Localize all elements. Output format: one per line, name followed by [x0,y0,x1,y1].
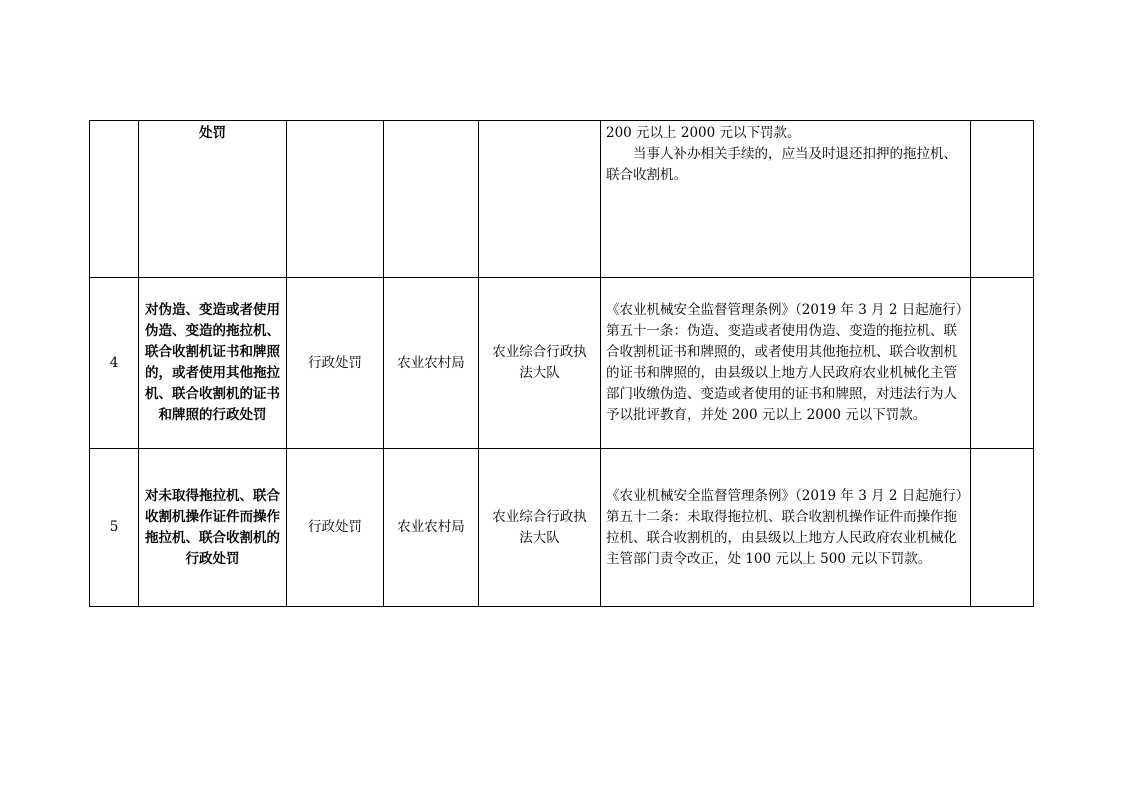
legal-basis-paragraph: 第五十二条：未取得拖拉机、联合收割机操作证件而操作拖拉机、联合收割机的，由县级以上地方人民政府农业机械化主管部门责令改正，处 100 元以上 500 元以下罚款。 [606,508,957,567]
department-cell [384,121,479,278]
table-row [90,278,1034,449]
remarks-cell [971,121,1034,278]
table-row [90,121,1034,278]
legal-basis-paragraph: 200 元以上 2000 元以下罚款。 [606,125,801,141]
row-number-cell: 5 [90,449,139,607]
item-type-cell [287,121,384,278]
row-number-cell: 4 [90,278,139,449]
item-type-cell: 行政处罚 [287,449,384,607]
enforcement-org-cell: 农业综合行政执法大队 [479,278,601,449]
remarks-cell [971,449,1034,607]
penalty-table [89,120,1034,607]
item-name-cell: 处罚 [139,121,287,278]
item-name-cell: 对伪造、变造或者使用伪造、变造的拖拉机、联合收割机证书和牌照的，或者使用其他拖拉机、联合收割机的证书和牌照的行政处罚 [139,278,287,449]
department-cell: 农业农村局 [384,449,479,607]
enforcement-org-cell: 农业综合行政执法大队 [479,449,601,607]
row-number-cell [90,121,139,278]
legal-basis-paragraph: 《农业机械安全监督管理条例》（2019 年 3 月 2 日起施行） [606,487,970,504]
remarks-cell [971,278,1034,449]
item-name-cell: 对未取得拖拉机、联合收割机操作证件而操作拖拉机、联合收割机的行政处罚 [139,449,287,607]
legal-basis-paragraph: 当事人补办相关手续的，应当及时退还扣押的拖拉机、联合收割机。 [606,146,957,183]
legal-basis-cell [601,449,971,607]
legal-basis-paragraph: 《农业机械安全监督管理条例》（2019 年 3 月 2 日起施行） [606,302,970,318]
legal-basis-cell [601,121,971,278]
legal-basis-cell [601,278,971,449]
enforcement-org-cell [479,121,601,278]
item-type-cell: 行政处罚 [287,278,384,449]
department-cell: 农业农村局 [384,278,479,449]
table-row [90,449,1034,607]
legal-basis-paragraph: 第五十一条：伪造、变造或者使用伪造、变造的拖拉机、联合收割机证书和牌照的，或者使用其他拖拉机、联合收割机的证书和牌照的，由县级以上地方人民政府农业机械化主管部门收缴伪造、变造或者使用的证书和牌照，对违法行为人予以批评教育，并处 200 元以上 2000 元以下罚款。 [606,323,957,423]
